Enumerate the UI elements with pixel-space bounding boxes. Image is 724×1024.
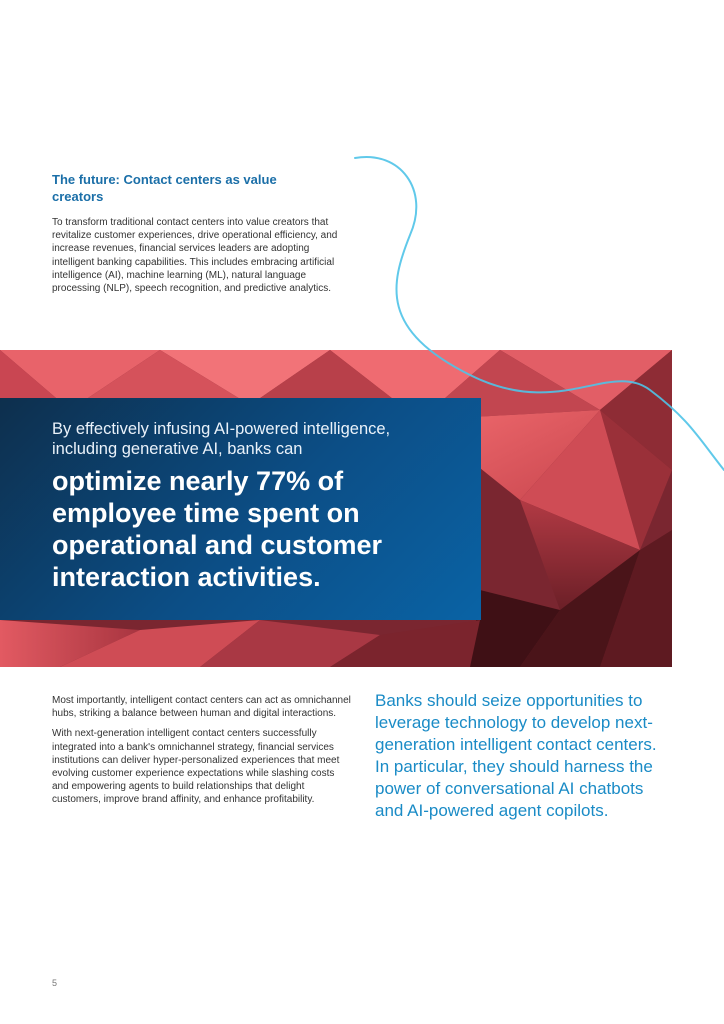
- callout-box: [0, 398, 481, 620]
- body-paragraph: With next-generation intelligent contact centers successfully integrated into a bank's omnichannel strategy, financial services institutions can deliver hyper-personalized experiences that meet evolving customer experience expectations while slashing costs and empowering agents to build relationships that delight customers, improve brand affinity, and enhance profitability.: [52, 728, 340, 806]
- page-number: 5: [52, 978, 58, 988]
- body-text-column: [52, 694, 352, 814]
- callout-lead-text: By effectively infusing AI-powered intelligence, including generative AI, banks can: [52, 420, 391, 458]
- intro-paragraph: To transform traditional contact centers into value creators that revitalize customer experiences, drive operational efficiency, and increase revenues, financial services leaders are adopting intelligent banking capabilities. This includes embracing artificial intelligence (AI), machine learning (ML), natural language processing (NLP), speech recognition, and predictive analytics.: [52, 217, 338, 295]
- callout-emphasis-text: optimize nearly 77% of employee time spent on operational and customer interaction activities.: [52, 466, 383, 592]
- pull-quote: Banks should seize opportunities to leverage technology to develop next-generation intelligent contact centers. In particular, they should harness the power of conversational AI chatbots and AI-powered agent copilots.: [375, 691, 657, 820]
- body-paragraph: Most importantly, intelligent contact centers can act as omnichannel hubs, striking a balance between human and digital interactions.: [52, 695, 351, 720]
- section-heading: The future: Contact centers as value creators: [52, 172, 277, 204]
